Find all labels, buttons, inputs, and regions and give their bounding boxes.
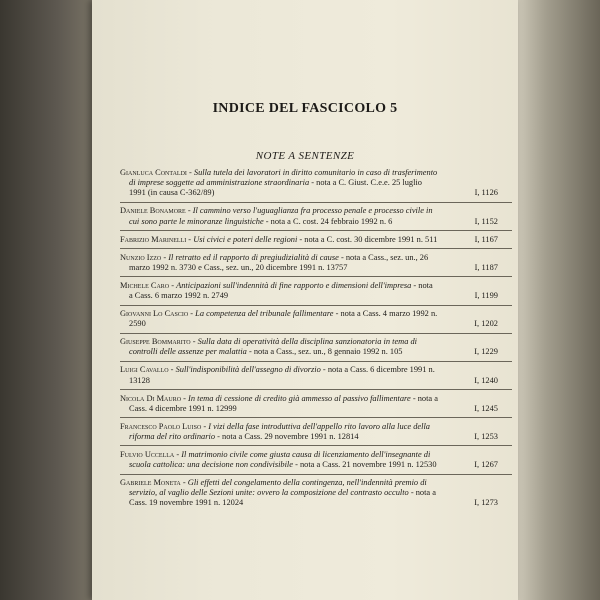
entry-divider (120, 333, 512, 334)
book-page (92, 0, 518, 600)
entry-author: Luigi Cavallo (120, 365, 169, 375)
entry-author: Giovanni Lo Cascio (120, 308, 189, 318)
index-entry: Giuseppe Bommarito - Sulla data di operatività della disciplina sanzionatoria in tema di controlli delle assenze per malattia - nota a Cass., sez. un., 8 gennaio 1992 n. 105 I, 1229 (120, 337, 498, 357)
page-title: INDICE DEL FASCICOLO 5 (212, 101, 398, 116)
entry-divider (120, 417, 512, 418)
index-entry: Gianluca Contaldi - Sulla tutela dei lavoratori in diritto comunitario in caso di trasferimento di imprese soggette ad amministrazione straordinaria - nota a C. Giust. C.e.e. 25 luglio 1991 (in causa C-362/89) I, 1126 (120, 168, 498, 198)
entry-title: Usi civici e poteri delle regioni (193, 234, 298, 244)
entry-citation: nota a Cass. 4 dicembre 1991 n. 12999 (129, 393, 438, 413)
index-entry: Giovanni Lo Cascio - La competenza del tribunale fallimentare - nota a Cass. 4 marzo 1992 n. 2590 I, 1202 (120, 308, 498, 329)
index-entry: Daniele Bonamore - Il cammino verso l'uguaglianza fra processo penale e processo civile in cui sono parte le minoranze linguistiche - nota a C. cost. 24 febbraio 1992 n. 6 I, 1152 (120, 206, 498, 226)
entry-citation: nota a Cass. 21 novembre 1991 n. 12530 (299, 460, 437, 470)
entry-divider (120, 389, 512, 390)
entry-page-number: I, 1253 (474, 431, 498, 441)
entry-page-number: I, 1167 (474, 234, 498, 244)
entry-citation: nota a Cass., sez. un., 26 marzo 1992 n. 3730 e Cass., sez. un., 20 dicembre 1991 n. 13757 (129, 252, 429, 272)
entry-title: Sulla tutela dei lavoratori in diritto comunitario in caso di trasferimento di imprese soggette ad amministrazione straordinaria (129, 168, 438, 188)
index-entry: Fabrizio Marinelli - Usi civici e poteri delle regioni - nota a C. cost. 30 dicembre 1991 n. 511 I, 1167 (120, 234, 498, 244)
entry-author: Giuseppe Bommarito (120, 337, 191, 347)
entry-citation: nota a Cass. 6 dicembre 1991 n. 13128 (129, 365, 435, 385)
entry-citation: nota a Cass. 4 marzo 1992 n. 2590 (129, 308, 438, 329)
entry-divider (120, 202, 512, 203)
entry-page-number: I, 1202 (474, 319, 498, 329)
entry-page-number: I, 1273 (474, 498, 498, 508)
index-entry: Gabriele Moneta - Gli effetti del congelamento della contingenza, nell'indennità premio di servizio, al vaglio delle Sezioni unite: ovvero la composizione del contrasto occulto - nota a Cass. 19 novembre 1991 n. 12024 I, 1273 (120, 478, 498, 508)
entry-citation: nota a Cass. 19 novembre 1991 n. 12024 (129, 488, 436, 508)
entry-author: Nunzio Izzo (120, 252, 162, 262)
section-heading: NOTE A SENTENZE (255, 150, 355, 162)
entry-title: I vizi della fase introduttiva dell'appello rito lavoro alla luce della riforma del rito ordinario (129, 421, 430, 441)
entry-author: Nicola Di Mauro (120, 393, 182, 403)
entry-title: Gli effetti del congelamento della contingenza, nell'indennità premio di servizio, al vaglio delle Sezioni unite: ovvero la composizione del contrasto occulto (129, 478, 427, 498)
entry-divider (120, 305, 512, 306)
entry-author: Fulvio Uccella (120, 449, 175, 459)
index-entry: Francesco Paolo Luiso - I vizi della fase introduttiva dell'appello rito lavoro alla luce della riforma del rito ordinario - nota a Cass. 29 novembre 1991 n. 12814 I, 1253 (120, 421, 498, 441)
entry-page-number: I, 1187 (474, 262, 498, 272)
entry-page-number: I, 1199 (474, 290, 498, 300)
entry-divider (120, 248, 512, 249)
entry-title: La competenza del tribunale fallimentare (195, 308, 334, 318)
entry-divider (120, 361, 512, 362)
index-entry: Luigi Cavallo - Sull'indisponibilità dell'assegno di divorzio - nota a Cass. 6 dicembre 1991 n. 13128 I, 1240 (120, 365, 498, 385)
entry-author: Gianluca Contaldi (120, 168, 187, 177)
entry-divider (120, 474, 512, 475)
entry-title: Il cammino verso l'uguaglianza fra processo penale e processo civile in cui sono parte le minoranze linguistiche (129, 206, 433, 226)
entry-title: In tema di cessione di credito già ammesso al passivo fallimentare (188, 393, 411, 403)
background-right (510, 0, 600, 600)
entry-page-number: I, 1126 (474, 188, 498, 198)
entry-title: Anticipazioni sull'indennità di fine rapporto e dimensioni dell'impresa (176, 280, 412, 290)
entry-author: Daniele Bonamore (120, 206, 186, 216)
entry-author: Fabrizio Marinelli (120, 234, 187, 244)
entry-page-number: I, 1240 (474, 375, 498, 385)
entry-title: Il retratto ed il rapporto di pregiudizialità di cause (168, 252, 339, 262)
entry-page-number: I, 1152 (474, 216, 498, 226)
entry-title: Sull'indisponibilità dell'assegno di divorzio (175, 365, 321, 375)
entry-author: Gabriele Moneta (120, 478, 181, 488)
background-left (0, 0, 95, 600)
entry-divider (120, 230, 512, 231)
entry-citation: nota a C. cost. 24 febbraio 1992 n. 6 (270, 216, 393, 226)
entry-divider (120, 276, 512, 277)
entry-author: Francesco Paolo Luiso (120, 421, 202, 431)
entry-page-number: I, 1267 (474, 460, 498, 470)
entry-citation: nota a C. cost. 30 dicembre 1991 n. 511 (304, 234, 438, 244)
index-entry: Michele Caro - Anticipazioni sull'indennità di fine rapporto e dimensioni dell'impresa - nota a Cass. 6 marzo 1992 n. 2749 I, 1199 (120, 280, 498, 300)
entry-citation: nota a Cass. 29 novembre 1991 n. 12814 (222, 431, 359, 441)
entry-title: Il matrimonio civile come giusta causa di licenziamento dell'insegnante di scuola cattolica: una decisione non condivisibile (129, 449, 431, 470)
entry-citation: nota a Cass., sez. un., 8 gennaio 1992 n. 105 (253, 347, 403, 357)
index-list (120, 168, 512, 512)
entry-page-number: I, 1245 (474, 403, 498, 413)
entry-title: Sulla data di operatività della disciplina sanzionatoria in tema di controlli delle assenze per malattia (129, 337, 417, 357)
entry-author: Michele Caro (120, 280, 170, 290)
index-entry: Nicola Di Mauro - In tema di cessione di credito già ammesso al passivo fallimentare - nota a Cass. 4 dicembre 1991 n. 12999 I, 1245 (120, 393, 498, 413)
entry-divider (120, 445, 512, 446)
index-entry: Fulvio Uccella - Il matrimonio civile come giusta causa di licenziamento dell'insegnante di scuola cattolica: una decisione non condivisibile - nota a Cass. 21 novembre 1991 n. 12530 I, 1267 (120, 449, 498, 470)
entry-page-number: I, 1229 (474, 347, 498, 357)
index-entry: Nunzio Izzo - Il retratto ed il rapporto di pregiudizialità di cause - nota a Cass., sez. un., 26 marzo 1992 n. 3730 e Cass., sez. un., 20 dicembre 1991 n. 13757 I, 1187 (120, 252, 498, 272)
entry-citation: nota a C. Giust. C.e.e. 25 luglio 1991 (in causa C-362/89) (129, 178, 422, 198)
entry-citation: nota a Cass. 6 marzo 1992 n. 2749 (129, 280, 433, 300)
